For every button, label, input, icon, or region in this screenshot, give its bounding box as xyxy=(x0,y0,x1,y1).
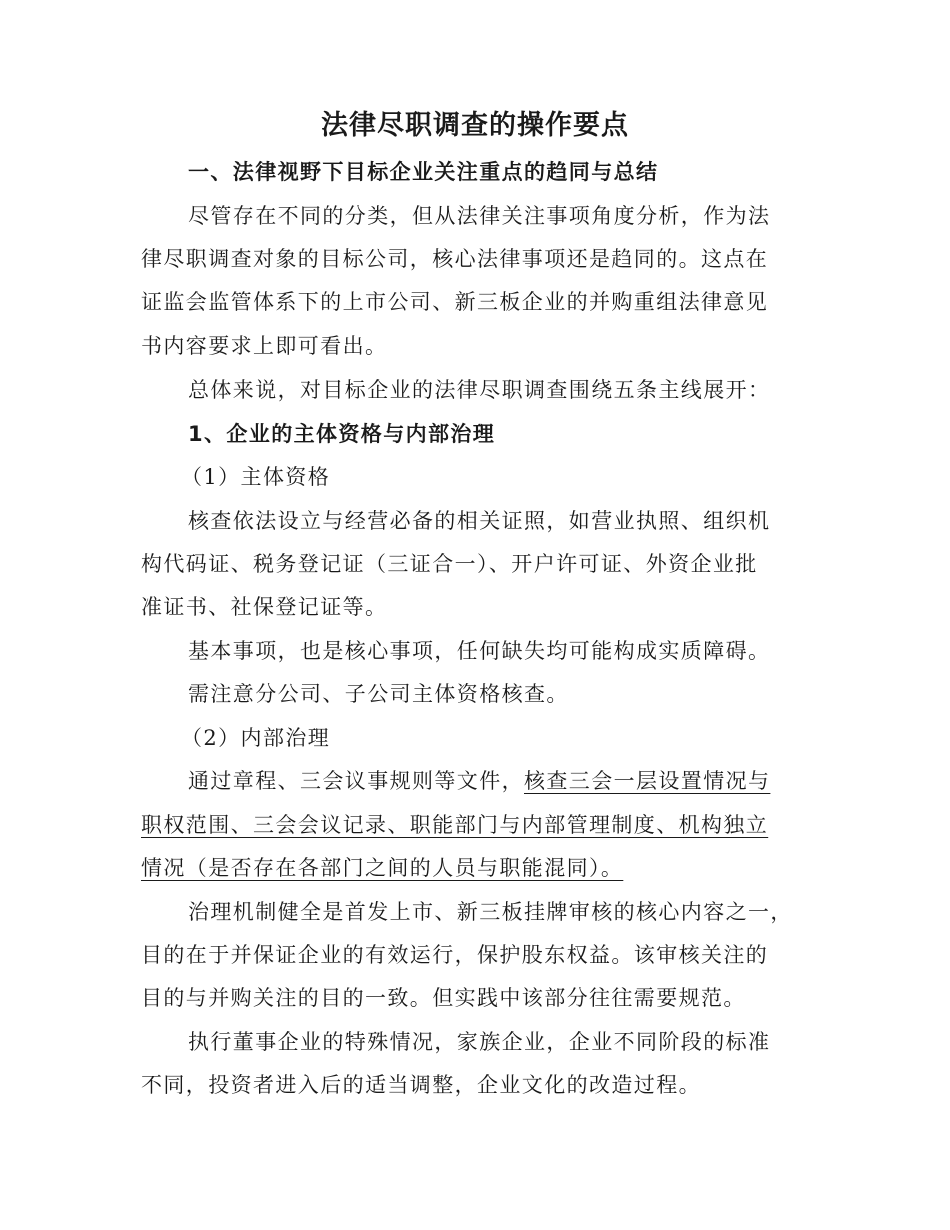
underlined-text: 情况（是否存在各部门之间的人员与职能混同）。 xyxy=(141,856,624,880)
paragraph-line: 基本事项，也是核心事项，任何缺失均可能构成实质障碍。 xyxy=(188,639,771,663)
plain-text: 通过章程、三会议事规则等文件， xyxy=(188,769,524,793)
paragraph-line: 书内容要求上即可看出。 xyxy=(141,334,388,358)
paragraph-line: 准证书、社保登记证等。 xyxy=(141,595,388,619)
paragraph-line: 构代码证、税务登记证（三证合一）、开户许可证、外资企业批 xyxy=(141,552,758,576)
section-heading: 一、法律视野下目标企业关注重点的趋同与总结 xyxy=(188,160,659,184)
subsection-heading: （1）主体资格 xyxy=(181,465,331,489)
paragraph-line: 目的与并购关注的目的一致。但实践中该部分往往需要规范。 xyxy=(141,986,746,1010)
paragraph-line: 总体来说，对目标企业的法律尽职调查围绕五条主线展开： xyxy=(188,378,771,402)
subsection-heading: （2）内部治理 xyxy=(181,726,331,750)
paragraph-line: 律尽职调查对象的目标公司，核心法律事项还是趋同的。这点在 xyxy=(141,247,769,271)
paragraph-line: 目的在于并保证企业的有效运行，保护股东权益。该审核关注的 xyxy=(141,943,769,967)
paragraph-line xyxy=(141,853,821,883)
paragraph-line: 治理机制健全是首发上市、新三板挂牌审核的核心内容之一， xyxy=(188,900,793,924)
underlined-text: 职权范围、三会会议记录、职能部门与内部管理制度、机构独立 xyxy=(141,813,769,837)
paragraph-line: 证监会监管体系下的上市公司、新三板企业的并购重组法律意见 xyxy=(141,290,769,314)
subsection-heading: 1、企业的主体资格与内部治理 xyxy=(188,422,496,446)
paragraph-line: 尽管存在不同的分类，但从法律关注事项角度分析，作为法 xyxy=(188,204,771,228)
paragraph-line: 核查依法设立与经营必备的相关证照，如营业执照、组织机 xyxy=(188,509,771,533)
paragraph-line: 不同，投资者进入后的适当调整，企业文化的改造过程。 xyxy=(141,1073,701,1097)
paragraph-line: 需注意分公司、子公司主体资格核查。 xyxy=(188,682,569,706)
document-title: 法律尽职调查的操作要点 xyxy=(321,110,629,141)
paragraph-line xyxy=(141,766,868,796)
underlined-text: 核查三会一层设置情况与 xyxy=(524,769,771,793)
paragraph-line: 执行董事企业的特殊情况，家族企业，企业不同阶段的标准 xyxy=(188,1030,771,1054)
